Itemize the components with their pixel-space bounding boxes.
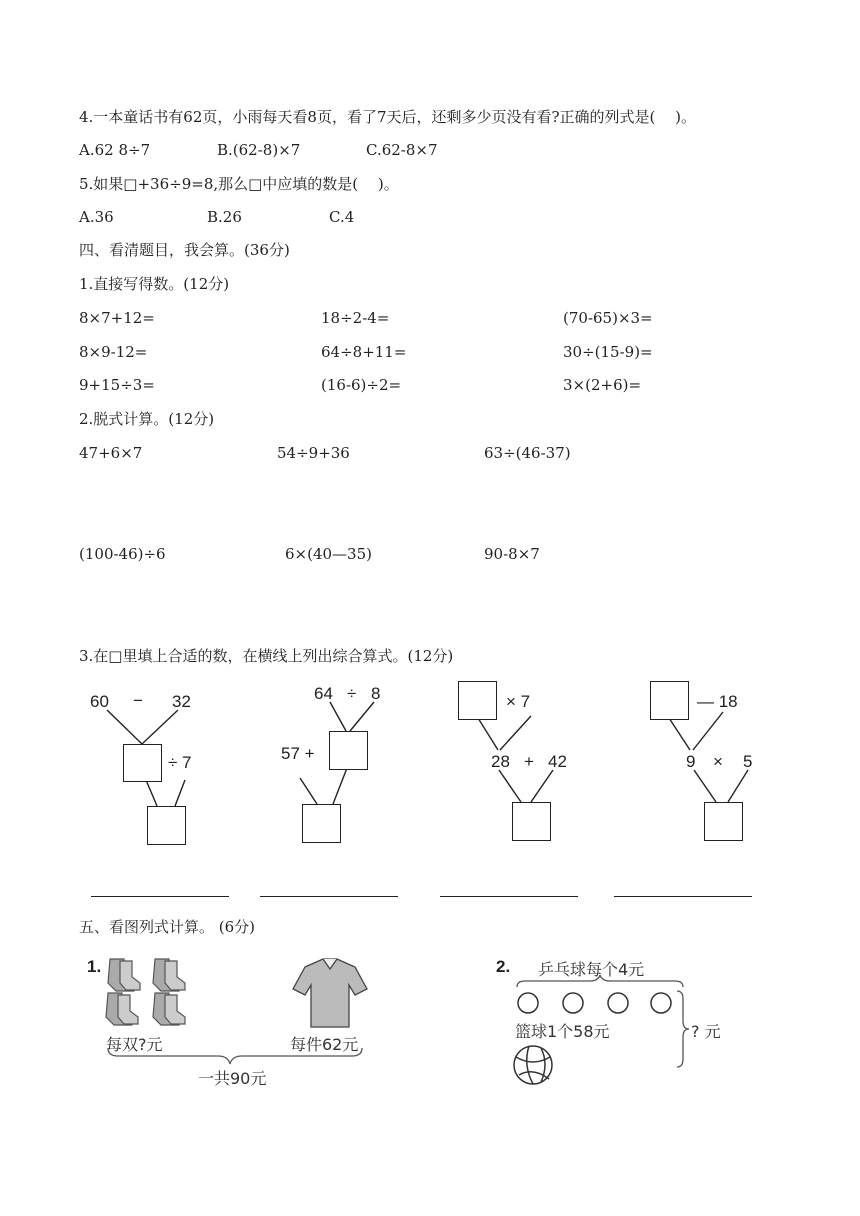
d4-answer-box-2[interactable] [704, 802, 743, 841]
q5-option-c: C.4 [329, 208, 355, 226]
q5-text: 5.如果□+36÷9=8,那么□中应填的数是( )。 [79, 175, 399, 193]
d1-answer-box-2[interactable] [147, 806, 186, 845]
calc-item: 9+15÷3= [79, 376, 155, 394]
calc-item: 3×(2+6)= [563, 376, 642, 394]
stepcalc-item: 90-8×7 [484, 545, 540, 563]
stepcalc-item: 6×(40—35) [285, 545, 372, 563]
pingpong-ball-icon [518, 993, 538, 1013]
d3-operator: × 7 [506, 692, 531, 711]
part3-title: 3.在□里填上合适的数，在横线上列出综合算式。(12分) [79, 647, 454, 665]
calc-item: (70-65)×3= [563, 309, 653, 327]
basketball-price-label: 篮球1个58元 [515, 1022, 610, 1041]
d3-answer-box-2[interactable] [512, 802, 551, 841]
pingpong-price-label: 乒乓球每个4元 [538, 960, 645, 979]
q4-text: 4.一本童话书有62页，小雨每天看8页，看了7天后，还剩多少页没有看?正确的列式是( )。 [79, 108, 697, 126]
d2-operand-c: 57 + [281, 744, 315, 763]
q4-option-c: C.62-8×7 [366, 141, 438, 159]
stepcalc-item: 63÷(46-37) [484, 444, 571, 462]
calc-item: 8×9-12= [79, 343, 148, 361]
part2-title: 2.脱式计算。(12分) [79, 410, 215, 428]
answer-line-1[interactable] [91, 896, 229, 897]
d3-answer-box-1[interactable] [458, 681, 497, 720]
shirt-price-label: 每件62元 [290, 1035, 359, 1054]
d2-operator: ÷ [347, 684, 357, 703]
calc-item: (16-6)÷2= [321, 376, 402, 394]
calc-item: 8×7+12= [79, 309, 155, 327]
d3-operator-2: + [524, 752, 534, 771]
q5-option-b: B.26 [207, 208, 242, 226]
calc-item: 64÷8+11= [321, 343, 407, 361]
sock-icon [106, 959, 185, 1025]
section4-title: 四、看清题目，我会算。(36分) [79, 241, 290, 259]
d4-operator: — 18 [697, 692, 738, 711]
d1-answer-box-1[interactable] [123, 744, 162, 782]
d1-operand-a: 60 [90, 692, 109, 711]
pingpong-ball-icon [563, 993, 583, 1013]
q4-option-b: B.(62-8)×7 [217, 141, 301, 159]
d1-operator-2: ÷ 7 [168, 753, 192, 772]
problem1-number: 1. [87, 957, 102, 976]
pingpong-ball-icon [608, 993, 628, 1013]
stepcalc-item: 54÷9+36 [277, 444, 350, 462]
total-price-label: 一共90元 [198, 1069, 267, 1088]
d2-operand-a: 64 [314, 684, 333, 703]
d3-operand-m: 28 [491, 752, 510, 771]
d4-operator-2: × [713, 752, 723, 771]
part1-title: 1.直接写得数。(12分) [79, 275, 230, 293]
problem2-number: 2. [496, 957, 511, 976]
d2-answer-box-2[interactable] [302, 804, 341, 843]
calc-item: 18÷2-4= [321, 309, 390, 327]
pingpong-ball-icon [651, 993, 671, 1013]
total-question-label: ? 元 [691, 1022, 721, 1041]
d4-operand-n: 5 [743, 752, 753, 771]
d4-operand-m: 9 [686, 752, 696, 771]
stepcalc-item: 47+6×7 [79, 444, 143, 462]
calc-item: 30÷(15-9)= [563, 343, 653, 361]
d2-operand-b: 8 [371, 684, 381, 703]
stepcalc-item: (100-46)÷6 [79, 545, 166, 563]
d4-answer-box-1[interactable] [650, 681, 689, 720]
answer-line-2[interactable] [260, 896, 398, 897]
shirt-icon [293, 959, 367, 1027]
d3-operand-n: 42 [548, 752, 567, 771]
section5-title: 五、看图列式计算。 (6分) [79, 918, 256, 936]
answer-line-3[interactable] [440, 896, 578, 897]
answer-line-4[interactable] [614, 896, 752, 897]
d1-operand-b: 32 [172, 692, 191, 711]
d1-operator: − [133, 691, 143, 710]
basketball-icon [514, 1046, 552, 1084]
d2-answer-box-1[interactable] [329, 731, 368, 770]
q4-option-a: A.62 8÷7 [79, 141, 151, 159]
socks-price-label: 每双?元 [106, 1035, 163, 1054]
q5-option-a: A.36 [79, 208, 114, 226]
